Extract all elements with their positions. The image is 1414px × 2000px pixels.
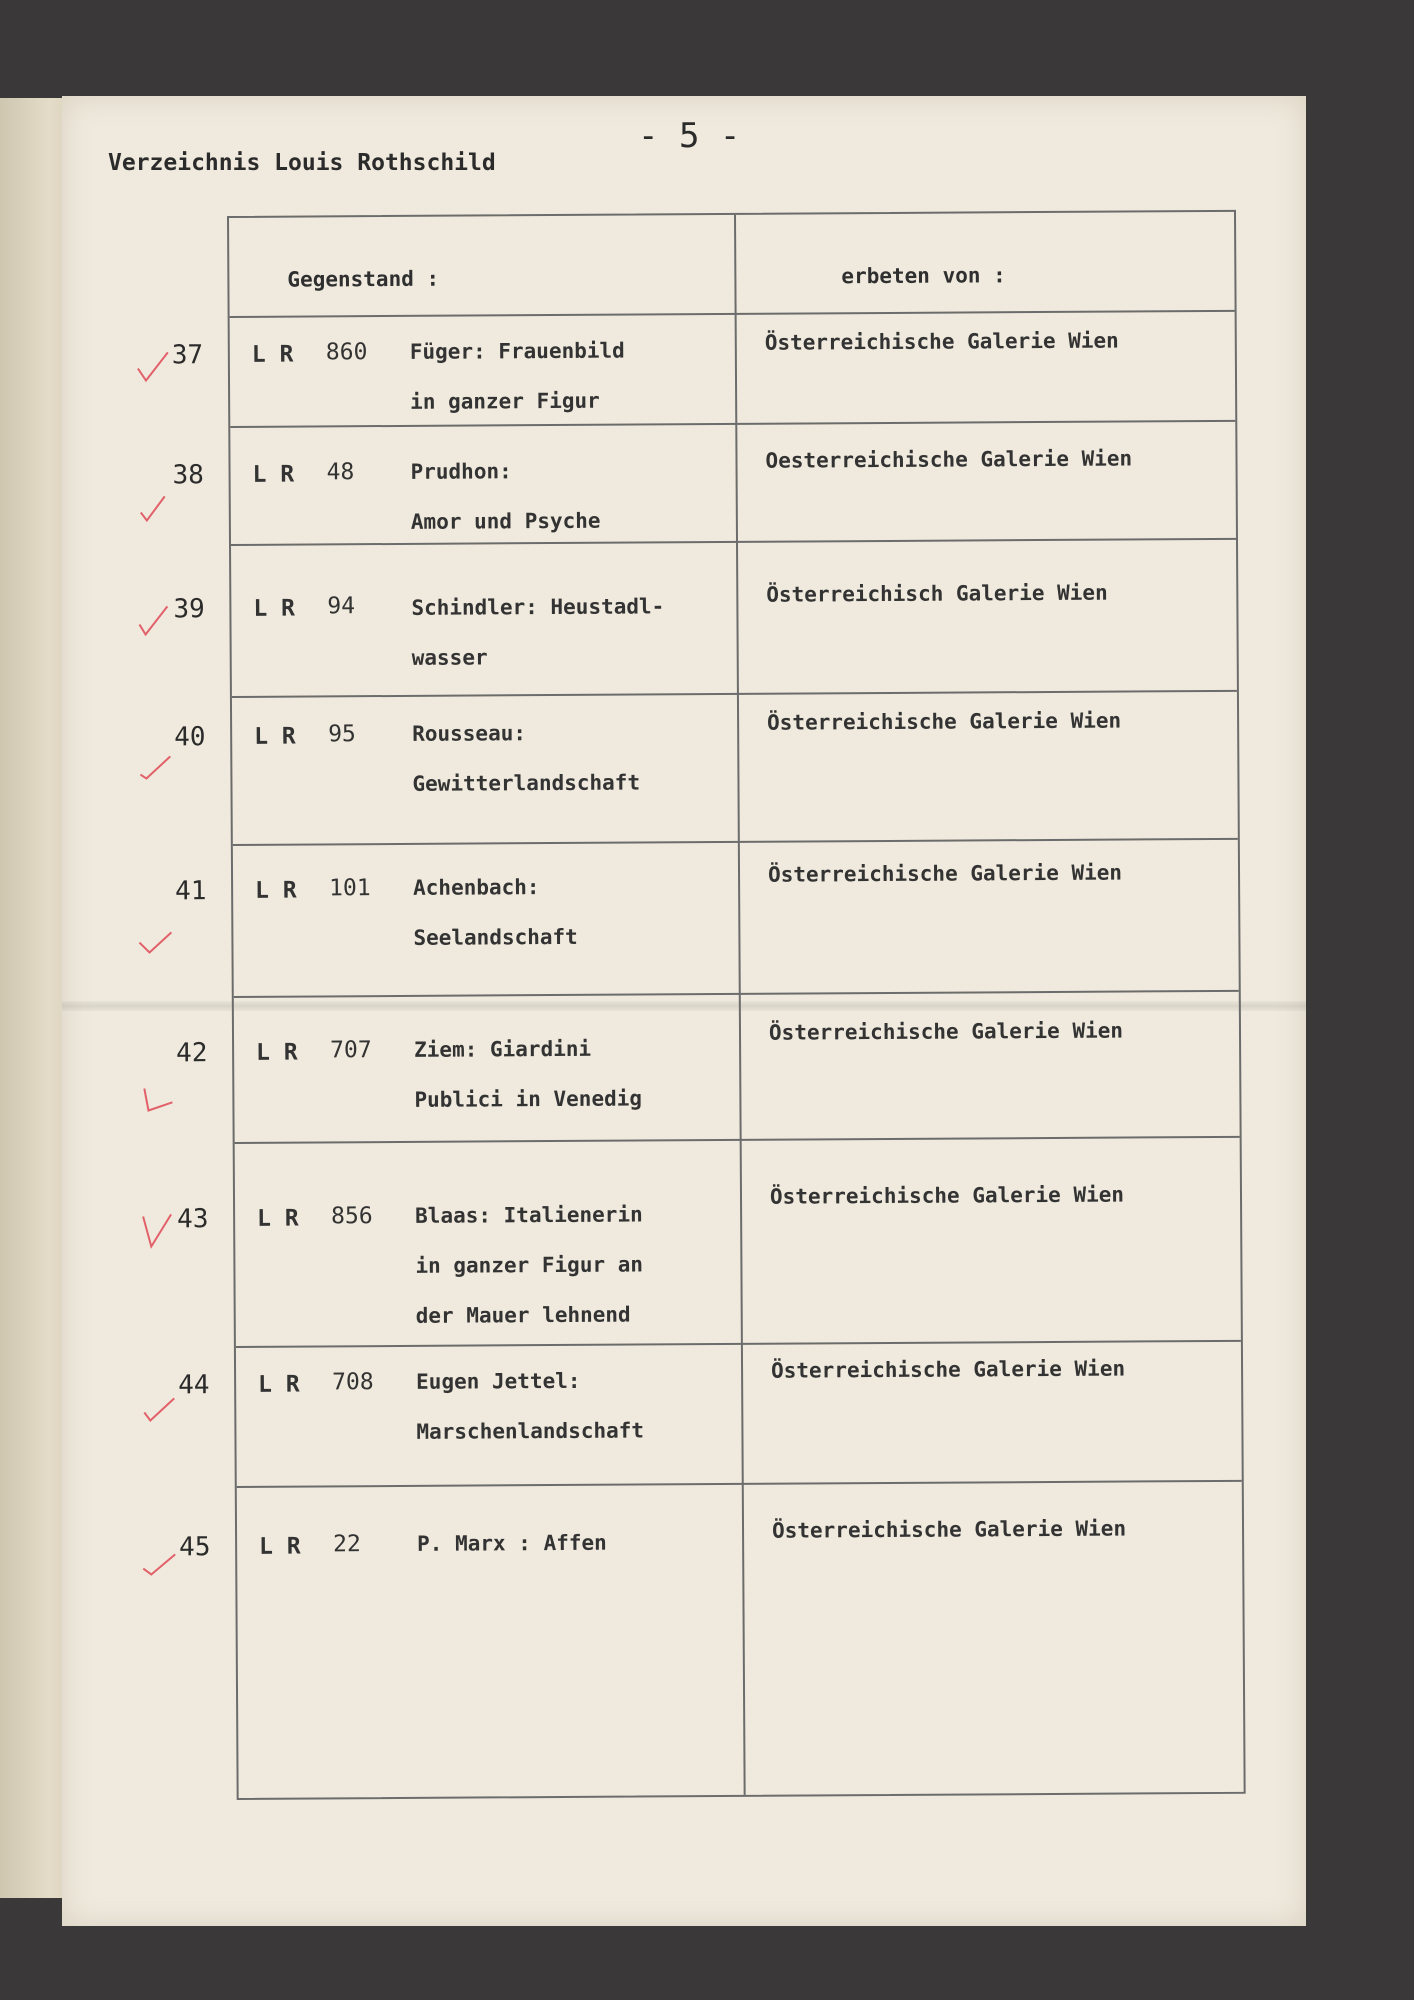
table-row	[176, 990, 1240, 1142]
requested-by: Österreichisch Galerie Wien	[766, 580, 1108, 607]
inventory-number: 101	[329, 875, 371, 902]
inventory-number: 94	[327, 593, 356, 620]
checkmark-icon	[137, 922, 173, 958]
checkmark-icon	[139, 1212, 175, 1248]
lr-prefix: L R	[251, 341, 294, 368]
checkmark-icon	[135, 488, 171, 524]
lr-prefix: L R	[259, 1533, 301, 1560]
row-number: 45	[179, 1532, 211, 1563]
item-description: Rousseau: Gewitterlandschaft	[412, 721, 641, 796]
inventory-number: 95	[328, 721, 356, 748]
document-page	[62, 96, 1306, 1926]
row-number: 42	[176, 1038, 208, 1069]
checkmark-icon	[140, 1390, 176, 1426]
checkmark-icon	[135, 602, 171, 638]
inventory-number: 708	[332, 1369, 374, 1396]
inventory-number: 856	[331, 1203, 373, 1230]
row-number: 39	[173, 594, 205, 625]
inventory-number: 707	[330, 1037, 372, 1064]
table-row	[175, 838, 1239, 996]
checkmark-icon	[138, 1080, 174, 1116]
item-description: Blaas: Italienerin in ganzer Figur an der Mauer lehnend	[415, 1202, 644, 1328]
checkmark-icon	[136, 746, 172, 782]
page-number: - 5 -	[638, 116, 741, 156]
table-row	[174, 690, 1238, 844]
column-header-item: Gegenstand :	[287, 266, 440, 292]
row-number: 40	[174, 722, 206, 753]
item-description: Schindler: Heustadl- wasser	[411, 594, 665, 670]
requested-by: Österreichische Galerie Wien	[764, 328, 1119, 355]
lr-prefix: L R	[258, 1371, 300, 1398]
row-number: 38	[172, 460, 204, 491]
item-description: Eugen Jettel: Marschenlandschaft	[416, 1368, 645, 1444]
requested-by: Oesterreichische Galerie Wien	[765, 446, 1133, 473]
item-description: Achenbach: Seelandschaft	[413, 875, 578, 950]
column-header-requested-by: erbeten von :	[841, 263, 1006, 289]
checkmark-icon	[141, 1542, 177, 1578]
inventory-number: 860	[325, 339, 368, 366]
document-heading: Verzeichnis Louis Rothschild	[108, 150, 496, 176]
requested-by: Österreichische Galerie Wien	[767, 860, 1123, 887]
table-row	[171, 310, 1236, 426]
lr-prefix: L R	[255, 877, 297, 904]
table-row	[177, 1136, 1241, 1346]
item-description: Prudhon: Amor und Psyche	[410, 459, 601, 534]
item-description: Füger: Frauenbild in ganzer Figur	[409, 338, 625, 414]
checkmark-icon	[134, 348, 170, 384]
lr-prefix: L R	[254, 723, 296, 750]
lr-prefix: L R	[252, 461, 295, 488]
table-row	[179, 1480, 1243, 1646]
inventory-number: 22	[333, 1531, 361, 1558]
requested-by: Österreichische Galerie Wien	[767, 708, 1122, 735]
requested-by: Österreichische Galerie Wien	[771, 1516, 1127, 1543]
item-description: Ziem: Giardini Publici in Venedig	[414, 1036, 643, 1112]
table-row	[173, 538, 1237, 696]
inventory-table	[171, 210, 1246, 1800]
table-row	[172, 420, 1236, 544]
table-row	[178, 1340, 1242, 1486]
requested-by: Österreichische Galerie Wien	[769, 1182, 1125, 1209]
item-description: P. Marx : Affen	[417, 1530, 607, 1556]
inventory-number: 48	[326, 459, 355, 486]
lr-prefix: L R	[257, 1205, 299, 1232]
lr-prefix: L R	[256, 1039, 298, 1066]
row-number: 43	[177, 1204, 209, 1235]
requested-by: Österreichische Galerie Wien	[768, 1018, 1124, 1045]
row-number: 37	[171, 340, 204, 371]
lr-prefix: L R	[253, 595, 296, 622]
requested-by: Österreichische Galerie Wien	[770, 1356, 1126, 1383]
row-number: 44	[178, 1370, 210, 1401]
row-number: 41	[175, 876, 207, 907]
